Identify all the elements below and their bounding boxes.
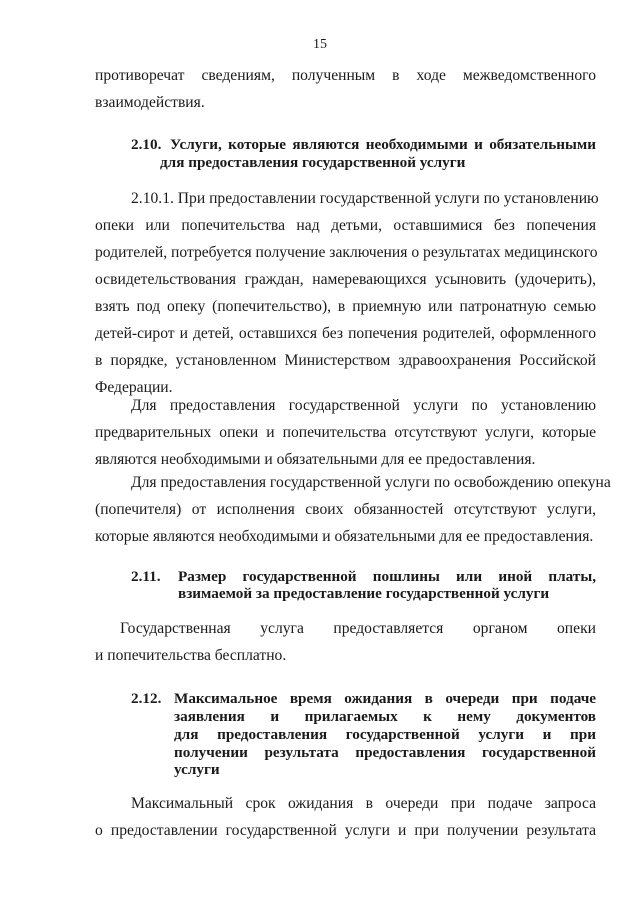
section-number: 2.12. <box>131 690 162 707</box>
section-title-line: заявления и прилагаемых к нему документов <box>174 708 596 725</box>
section-title-line: Услуги, которые являются необходимыми и обязательными <box>170 136 596 153</box>
section-title-line: Размер государственной пошлины или иной платы, <box>178 568 596 585</box>
text-line: Государственная услуга предоставляется органом опеки <box>120 620 596 637</box>
section-title-line: взимаемой за предоставление государственной услуги <box>178 585 550 602</box>
text-line: (попечителя) от исполнения своих обязанностей отсутствуют услуги, <box>95 501 596 518</box>
section-title-line: Максимальное время ожидания в очереди при подаче <box>174 690 596 707</box>
text-line: родителей, потребуется получение заключения о результатах медицинского <box>95 244 598 261</box>
section-title-line: для предоставления государственной услуги и при <box>174 726 596 743</box>
text-line: Для предоставления государственной услуги по установлению <box>131 397 596 414</box>
text-line: Максимальный срок ожидания в очереди при подаче запроса <box>131 795 596 812</box>
text-line: о предоставлении государственной услуги и при получении результата <box>95 822 596 839</box>
text-line: являются необходимыми и обязательными для ее предоставления. <box>95 451 536 468</box>
text-line: и попечительства бесплатно. <box>95 647 287 664</box>
page-number: 15 <box>313 37 327 52</box>
text-line: 2.10.1. При предоставлении государственной услуги по установлению <box>131 190 599 207</box>
text-line: противоречат сведениям, полученным в ходе межведомственного <box>95 67 596 84</box>
text-line: освидетельствования граждан, намеревающихся усыновить (удочерить), <box>95 271 596 288</box>
section-number: 2.10. <box>131 136 162 153</box>
text-line: предварительных опеки и попечительства отсутствуют услуги, которые <box>95 424 596 441</box>
section-number: 2.11. <box>131 568 161 585</box>
text-line: взять под опеку (попечительство), в приемную или патронатную семью <box>95 298 596 315</box>
text-line: опеки или попечительства над детьми, оставшимися без попечения <box>95 217 596 234</box>
text-line: взаимодействия. <box>95 94 205 111</box>
text-line: в порядке, установленном Министерством здравоохранения Российской <box>95 352 596 369</box>
section-title-line: для предоставления государственной услуги <box>160 154 466 171</box>
text-line: Федерации. <box>95 379 173 396</box>
text-line: которые являются необходимыми и обязательными для ее предоставления. <box>95 528 594 545</box>
section-title-line: получении результата предоставления государственной <box>174 744 596 761</box>
section-title-line: услуги <box>174 761 220 778</box>
text-line: Для предоставления государственной услуги по освобождению опекуна <box>131 474 611 491</box>
text-line: детей-сирот и детей, оставшихся без попечения родителей, оформленного <box>95 325 596 342</box>
